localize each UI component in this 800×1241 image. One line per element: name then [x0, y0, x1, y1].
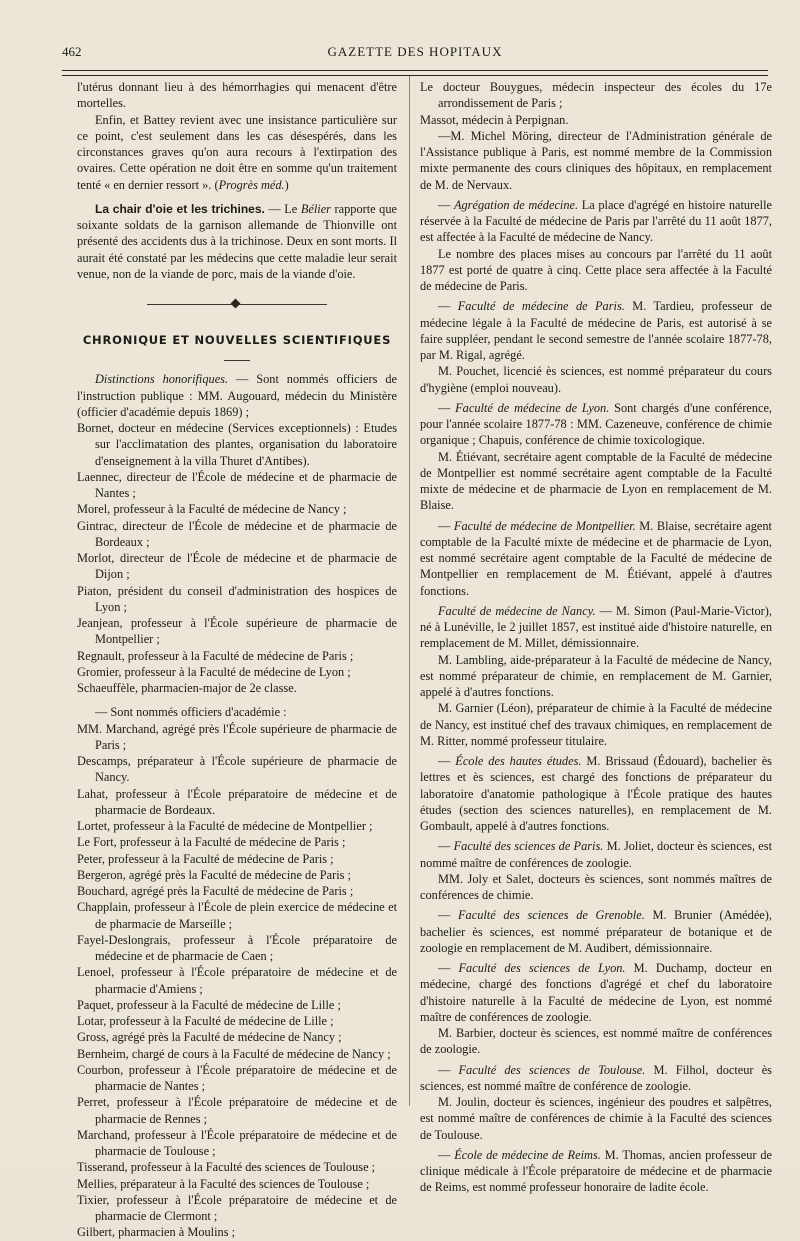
list-item: Mellies, préparateur à la Faculté des sciences de Toulouse ; — [77, 1176, 370, 1191]
header-rule — [62, 70, 768, 76]
list-item: Gintrac, directeur de l'École de médecine et de pharmacie de Bordeaux ; — [77, 518, 397, 549]
paragraph-uterus: l'utérus donnant lieu à des hémorrhagies qui menacent d'être mortelles. — [77, 80, 397, 111]
list-item: Tisserand, professeur à la Faculté des sciences de Toulouse ; — [77, 1160, 376, 1175]
list-item: Le Fort, professeur à la Faculté de médecine de Paris ; — [77, 835, 346, 850]
heading-ecole-reims: École de médecine de Reims. — [454, 1147, 601, 1162]
paragraph-faculte-paris: — Faculté de médecine de Paris. M. Tardieu, professeur de médecine légale à la Faculté de médecine de Paris, est autorisé à se faire suppléer, pendant le second semestre de l'année scolaire 1877-78, par M. Rigal, agrégé. — [420, 299, 772, 362]
list-item: Fayel-Deslongrais, professeur à l'École préparatoire de médecine et de pharmacie de Caen ; — [77, 932, 397, 963]
list-item: Bouchard, agrégé près la Faculté de médecine de Paris ; — [77, 884, 354, 898]
list-item: Courbon, professeur à l'École préparatoire de médecine et de pharmacie de Nantes ; — [77, 1062, 397, 1093]
list-item: Massot, médecin à Perpignan. — [420, 112, 569, 127]
running-title: GAZETTE DES HOPITAUX — [327, 44, 503, 59]
list-item: Gross, agrégé près la Faculté de médecine de Nancy ; — [77, 1030, 342, 1045]
column-divider — [409, 76, 410, 1106]
paragraph-distinctions: Distinctions honorifiques. — Sont nommés officiers de l'instruction publique : MM. Augouard, médecin du Ministère (officier d'académie depuis 1869) ; — [77, 372, 397, 419]
right-column — [420, 79, 772, 1196]
ornament-divider — [77, 292, 397, 318]
list-item: Morel, professeur à la Faculté de médecine de Nancy ; — [77, 502, 347, 517]
heading-sciences-lyon: Faculté des sciences de Lyon. — [458, 961, 626, 975]
list-item: Le docteur Bouygues, médecin inspecteur des écoles du 17e arrondissement de Paris ; — [420, 80, 772, 111]
heading-hautes-etudes: École des hautes études. — [455, 754, 582, 768]
paragraph-sciences-paris: — Faculté des sciences de Paris. M. Joliet, docteur ès sciences, est nommé maître de conférences de zoologie. — [420, 839, 773, 870]
paragraph-lambling: M. Lambling, aide-préparateur à la Faculté de médecine de Nancy, est nommé préparateur de chimie, en remplacement de M. Garnier, appelé à d'autres fonctions. — [420, 652, 772, 699]
paragraph-pouchet: M. Pouchet, licencié ès sciences, est nommé préparateur du cours d'hygiène (emploi nouveau). — [420, 364, 772, 395]
heading-trichines: La chair d'oie et les trichines. — [95, 201, 265, 216]
page-number: 462 — [62, 44, 82, 59]
paragraph-moring: —M. Michel Möring, directeur de l'Administration générale de l'Assistance publique à Paris, est nommé membre de la Commission mixte permanente des cours cliniques des hôpitaux, en remplacement de M. de Nervaux. — [420, 128, 772, 192]
heading-sciences-toulouse: Faculté des sciences de Toulouse. — [458, 1062, 646, 1077]
list-item: Morlot, directeur de l'École de médecine et de pharmacie de Dijon ; — [77, 551, 397, 582]
paragraph-agregation-2: Le nombre des places mises au concours par l'arrêté du 11 août 1877 est porté de quatre à cinq. Cette place sera affectée à la Faculté de médecine de Paris. — [420, 246, 772, 293]
paragraph-sciences-toulouse: — Faculté des sciences de Toulouse. M. Filhol, docteur ès sciences, est nommé maître de conférence de zoologie. — [420, 1062, 772, 1093]
paragraph-barbier: M. Barbier, docteur ès sciences, est nommé maître de conférences de zoologie. — [420, 1026, 772, 1057]
list-item: Bornet, docteur en médecine (Services exceptionnels) : Etudes sur l'acclimatation des plantes, organisation du laboratoire d'enseignement à la villa Thuret d'Antibes). — [77, 421, 397, 468]
list-item: Lortet, professeur à la Faculté de médecine de Montpellier ; — [77, 819, 373, 833]
paragraph-joulin: M. Joulin, docteur ès sciences, ingénieur des poudres et salpêtres, est nommé maître de conférences de chimie à la Faculté des sciences de Toulouse. — [420, 1095, 772, 1142]
section-title: CHRONIQUE ET NOUVELLES SCIENTIFIQUES — [82, 333, 392, 347]
list-item: Perret, professeur à l'École préparatoire de médecine et de pharmacie de Rennes ; — [77, 1095, 397, 1126]
section-rule — [224, 360, 250, 361]
heading-faculte-lyon: Faculté de médecine de Lyon. — [455, 400, 610, 415]
list-item: Chapplain, professeur à l'École de plein exercice de médecine et de pharmacie de Marseille ; — [77, 900, 397, 931]
list-officiers-instruction — [77, 420, 397, 696]
paragraph-agregation: — Agrégation de médecine. La place d'agrégé en histoire naturelle réservée à la Faculté de médecine de Paris par l'arrêté du 11 août 1877, est affectée à la Faculté de médecine de Nancy. — [420, 197, 772, 245]
list-item: MM. Marchand, agrégé près l'École supérieure de pharmacie de Paris ; — [77, 721, 397, 752]
heading-sciences-grenoble: Faculté des sciences de Grenoble. — [458, 908, 645, 923]
list-officiers-academie — [77, 721, 397, 1241]
list-item: Marchand, professeur à l'École préparatoire de médecine et de pharmacie de Toulouse ; — [77, 1127, 397, 1158]
list-item: Gilbert, pharmacien à Moulins ; — [77, 1225, 236, 1240]
paragraph-garnier: M. Garnier (Léon), préparateur de chimie à la Faculté de médecine de Nancy, est institué chef des travaux chimiques, en remplacement de M. Ritter, nommé professeur titulaire. — [420, 701, 772, 748]
paragraph-etievant: M. Étiévant, secrétaire agent comptable de la Faculté de médecine de Montpellier est nommé secrétaire agent comptable de la Faculté mixte de médecine et de pharmacie de Lyon en remplacement de M. Blaise. — [420, 449, 772, 513]
heading-faculte-montpellier: Faculté de médecine de Montpellier. — [453, 518, 636, 533]
paragraph-faculte-nancy: Faculté de médecine de Nancy. — M. Simon (Paul-Marie-Victor), né à Lunéville, le 2 juillet 1857, est institué aide d'histoire naturelle, en remplacement de M. Millet, démissionnaire. — [420, 603, 772, 651]
heading-faculte-paris: Faculté de médecine de Paris. — [457, 299, 625, 314]
paragraph-sciences-lyon: — Faculté des sciences de Lyon. M. Duchamp, docteur en médecine, chargé des fonctions d'agrégé et chef du laboratoire d'histoire naturelle à la Faculté de médecine de Lyon, est nommé maître de conférences de zoologie. — [420, 961, 772, 1024]
paragraph-battey: Enfin, et Battey revient avec une insistance particulière sur ce point, c'est seulement dans les cas désespérés, dans les circonstances graves qu'on aura recours à l'extirpation des ovaires. Cette opération ne doit être en somme qu'un traitement tenté « en dernier ressort ». (Progrès méd.) — [77, 112, 397, 192]
paragraph-hautes-etudes: — École des hautes études. M. Brissaud (Édouard), bachelier ès lettres et ès sciences, est chargé des fonctions de préparateur du laboratoire d'anatomie pathologique à l'École pratique des hautes études (section des sciences naturelles), en remplacement de M. Gombault, appelé à d'autres fonctions. — [420, 754, 772, 833]
list-item: Piaton, président du conseil d'administration des hospices de Lyon ; — [77, 583, 397, 614]
left-column — [77, 79, 397, 1241]
list-item: Gromier, professeur à la Faculté de médecine de Lyon ; — [77, 664, 351, 679]
source-belier: Bélier — [300, 201, 331, 216]
heading-sciences-paris: Faculté des sciences de Paris. — [453, 839, 604, 854]
list-item: Peter, professeur à la Faculté de médecine de Paris ; — [77, 851, 334, 866]
paragraph-faculte-lyon: — Faculté de médecine de Lyon. Sont chargés d'une conférence, pour l'année scolaire 1877-78 : MM. Cazeneuve, conférence de chimie organique ; Chapuis, conférence de chimie toxicologique. — [420, 400, 773, 448]
list-item: Lotar, professeur à la Faculté de médecine de Lille ; — [77, 1014, 334, 1028]
paragraph-faculte-montpellier: — Faculté de médecine de Montpellier. M. Blaise, secrétaire agent comptable de la Faculté mixte de médecine et de pharmacie de Lyon, est nommé secrétaire agent comptable de la Faculté de médecine de Montpellier en remplacement de M. Étiévant, appelé à d'autres fonctions. — [420, 518, 772, 598]
paragraph-sciences-grenoble: — Faculté des sciences de Grenoble. M. Brunier (Amédée), bachelier ès sciences, est nommé préparateur de botanique et de zoologie en remplacement de M. Audibert, démissionnaire. — [420, 908, 772, 955]
list-item: Lenoel, professeur à l'École préparatoire de médecine et de pharmacie d'Amiens ; — [77, 965, 397, 996]
page-header — [62, 44, 768, 64]
list-item: Laennec, directeur de l'École de médecine et de pharmacie de Nantes ; — [77, 469, 397, 500]
list-item: Bernheim, chargé de cours à la Faculté de médecine de Nancy ; — [77, 1046, 391, 1061]
paragraph-joly-salet: MM. Joly et Salet, docteurs ès sciences, sont nommés maîtres de conférences de chimie. — [420, 871, 772, 902]
list-item: Tixier, professeur à l'École préparatoire de médecine et de pharmacie de Clermont ; — [77, 1192, 397, 1223]
list-item: Schaeuffèle, pharmacien-major de 2e classe. — [77, 681, 297, 695]
heading-faculte-nancy: Faculté de médecine de Nancy. — [438, 603, 596, 618]
list-item: Regnault, professeur à la Faculté de médecine de Paris ; — [77, 648, 354, 663]
list-item: Lahat, professeur à l'École préparatoire de médecine et de pharmacie de Bordeaux. — [77, 786, 397, 817]
heading-distinctions: Distinctions honorifiques. — [95, 372, 229, 387]
paragraph-academie: — Sont nommés officiers d'académie : — [95, 705, 287, 720]
paragraph-trichines: La chair d'oie et les trichines. — Le Bélier rapporte que soixante soldats de la garnison allemande de Thionville ont présenté des accidents dus à la trichinose. Deux en sont morts. Il aurait été constaté par les médecins que cette maladie leur serait venue, non de la viande de porc, mais de la viande d'oie. — [77, 201, 398, 281]
list-item: Bergeron, agrégé près la Faculté de médecine de Paris ; — [77, 867, 351, 882]
paragraph-ecole-reims: — École de médecine de Reims. M. Thomas, ancien professeur de clinique médicale à l'École préparatoire de médecine et de pharmacie de Reims, est nommé professeur honoraire de ladite école. — [420, 1147, 772, 1195]
source-progres-med: Progrès méd. — [218, 177, 285, 192]
list-item: Paquet, professeur à la Faculté de médecine de Lille ; — [77, 997, 341, 1012]
list-item: Jeanjean, professeur à l'École supérieure de pharmacie de Montpellier ; — [77, 616, 397, 647]
heading-agregation: Agrégation de médecine. — [453, 197, 579, 212]
list-item: Descamps, préparateur à l'École supérieure de pharmacie de Nancy. — [77, 754, 397, 785]
